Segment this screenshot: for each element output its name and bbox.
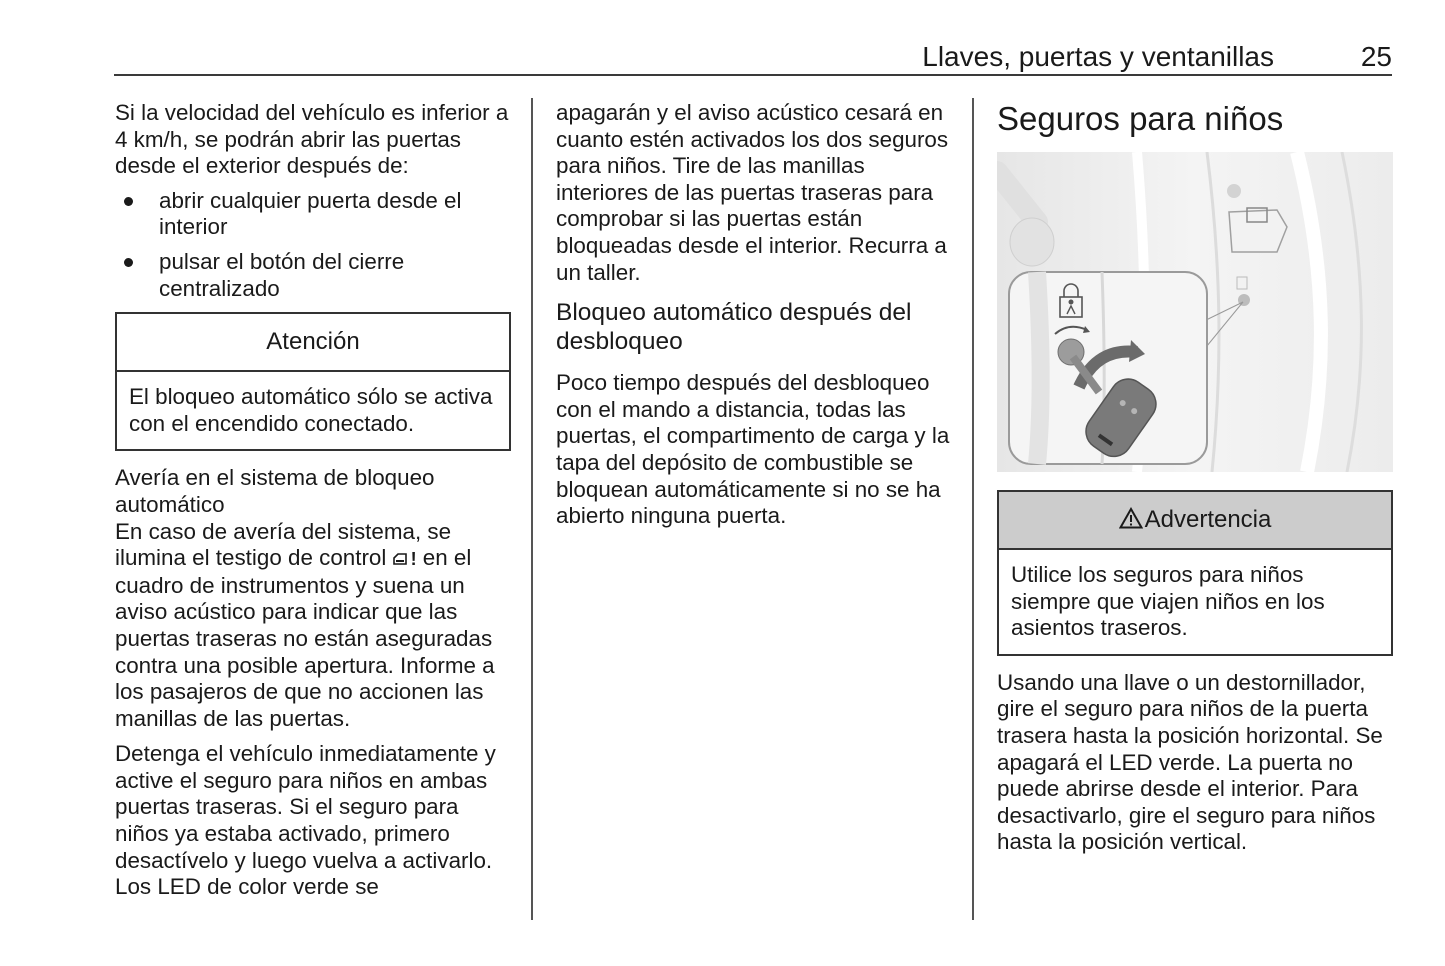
bullet-icon <box>124 197 133 206</box>
child-lock-illustration <box>997 152 1393 472</box>
column-2 <box>556 100 954 530</box>
warning-box <box>997 490 1393 656</box>
attention-title: Atención <box>117 314 509 372</box>
intro-paragraph: Si la velocidad del vehículo es inferior a 4 km/h, se podrán abrir las puertas desde el exterior después de: <box>115 100 509 179</box>
page-header <box>114 40 1392 76</box>
conditions-list <box>115 188 511 302</box>
stop-paragraph: Detenga el vehículo inmediatamente y active el seguro para niños en ambas puertas traseras. Si el seguro para niños ya estaba activado, primero desactívelo y luego vuelva a activarlo. Los LED de color verde se <box>115 741 496 900</box>
continued-paragraph: apagarán y el aviso acústico cesará en cuanto estén activados los dos seguros para niños. Tire de las manillas interiores de las puertas traseras para comprobar si las puertas están bloqueadas desde el interior. Recurra a un taller. <box>556 100 949 285</box>
child-locks-heading: Seguros para niños <box>997 100 1284 137</box>
fault-paragraph: En caso de avería del sistema, se ilumina el testigo de control ! en el cuadro de instrumentos y suena un aviso acústico para indicar que las puertas traseras no están aseguradas contra una posible apertura. Informe a los pasajeros de que no accionen las manillas de las puertas. <box>115 518 495 731</box>
column-divider-2 <box>972 98 974 920</box>
warning-title: Advertencia <box>1144 506 1272 533</box>
attention-box <box>115 312 511 451</box>
door-warning-lamp-icon: ! <box>393 546 417 573</box>
bullet-icon <box>124 258 133 267</box>
column-3 <box>997 100 1393 856</box>
list-item: pulsar el botón del cierre centralizado <box>115 249 511 302</box>
section-heading-auto-lock: Bloqueo automático después del desbloqueo <box>556 299 912 356</box>
auto-lock-paragraph: Poco tiempo después del desbloqueo con el mando a distancia, todas las puertas, el compartimento de carga y la tapa del depósito de combustible se bloquean automáticamente si no se ha abierto ninguna puerta. <box>556 370 950 529</box>
child-lock-instructions: Usando una llave o un destornillador, gire el seguro para niños de la puerta trasera hasta la posición horizontal. Se apagará el LED verde. La puerta no puede abrirse desde el interior. Para desactivarlo, gire el seguro para niños hasta la posición vertical. <box>997 669 1383 855</box>
fault-subheading: Avería en el sistema de bloqueo automático <box>115 465 435 517</box>
warning-triangle-icon <box>1119 492 1143 548</box>
warning-body: Utilice los seguros para niños siempre que viajen niños en los asientos traseros. <box>1011 562 1325 641</box>
page-number: 25 <box>1360 41 1392 72</box>
attention-body: El bloqueo automático sólo se activa con el encendido conectado. <box>129 384 493 436</box>
column-divider-1 <box>531 98 533 920</box>
list-item: abrir cualquier puerta desde el interior <box>115 188 511 241</box>
warning-title-bar <box>999 492 1391 550</box>
chapter-title: Llaves, puertas y ventanillas <box>922 41 1274 72</box>
column-1 <box>115 100 511 901</box>
